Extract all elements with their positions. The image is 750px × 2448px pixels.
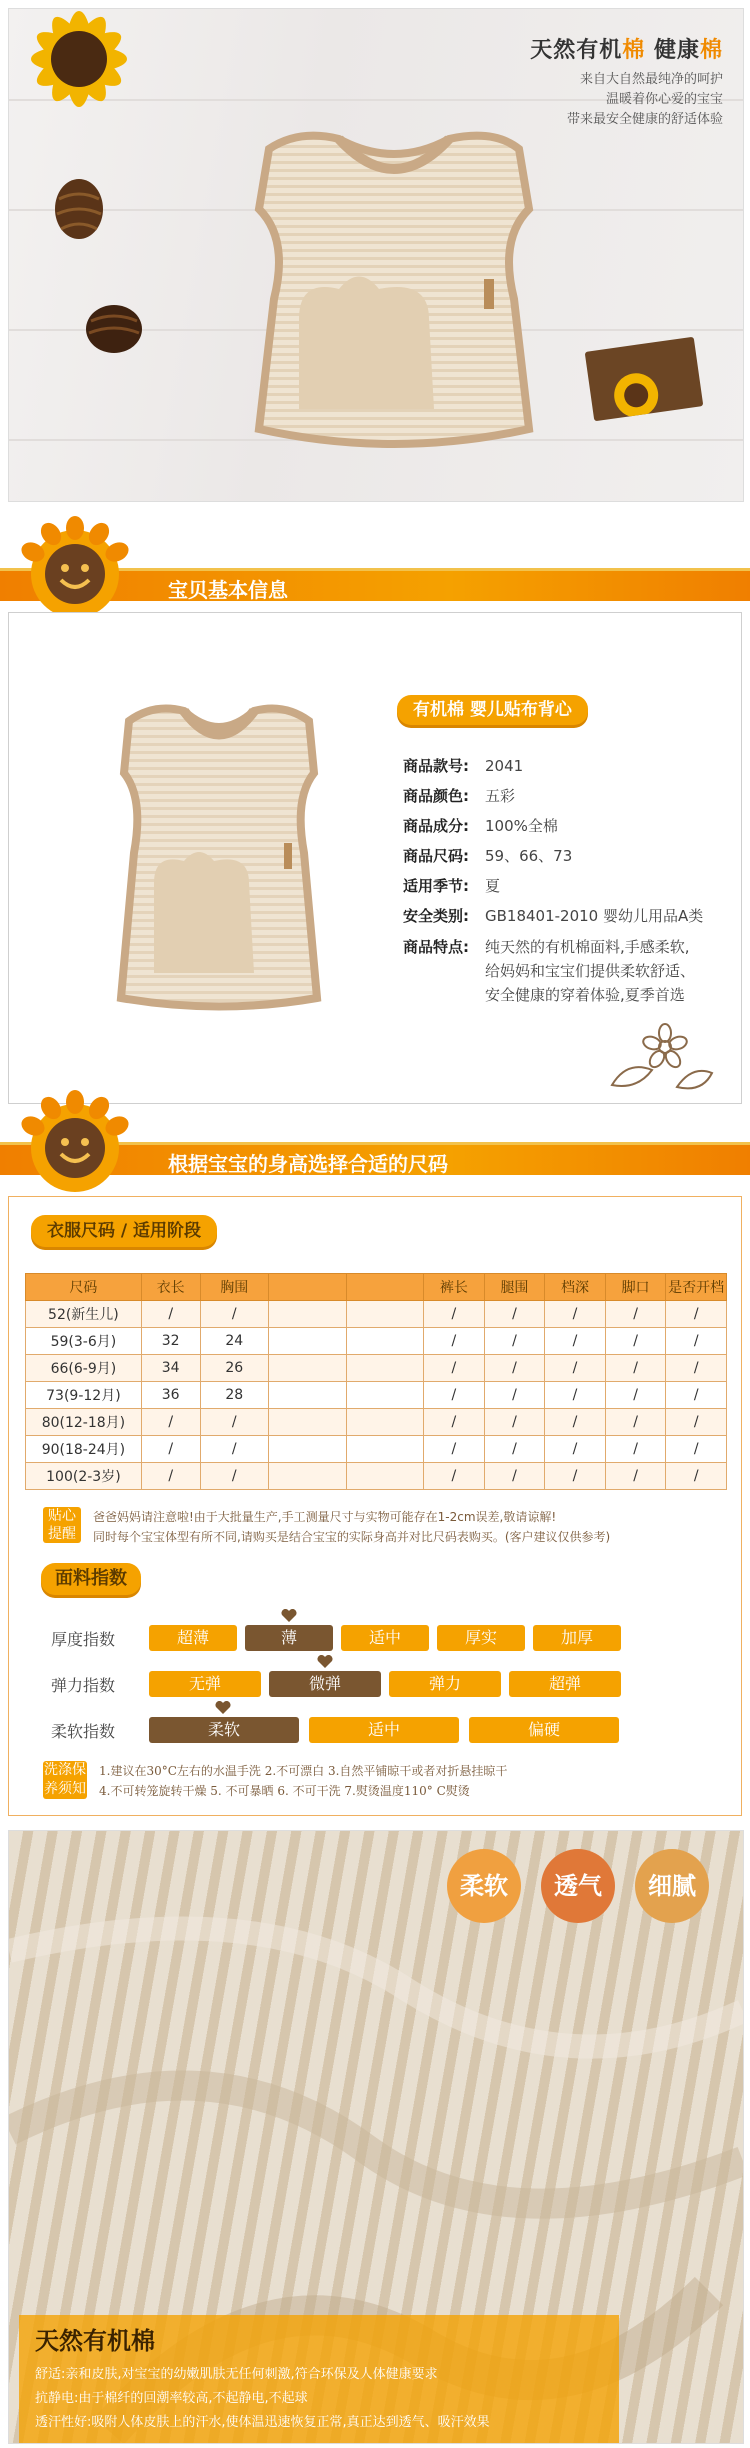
info-row-style: 商品款号: 2041 xyxy=(403,757,524,775)
info-row-material: 商品成分: 100%全棉 xyxy=(403,817,558,835)
hero-tagline xyxy=(530,33,723,130)
product-name-pill: 有机棉 婴儿贴布背心 xyxy=(397,695,588,725)
table-row: 100(2-3岁) / / / / / / / xyxy=(26,1463,727,1490)
feature-circle-fine: 细腻 xyxy=(635,1849,709,1923)
flower-leaf-decoration xyxy=(607,1015,717,1095)
info-row-feature: 商品特点: 纯天然的有机棉面料,手感柔软, 给妈妈和宝宝们提供柔软舒适、 安全健康的穿着体验,夏季首选 xyxy=(403,938,696,1004)
table-row: 66(6-9月) 34 26 / / / / / xyxy=(26,1355,727,1382)
section-header-size xyxy=(0,1130,750,1174)
thickness-option-thin: 薄 xyxy=(245,1625,333,1651)
hero-line-3: 带来最安全健康的舒适体验 xyxy=(566,112,723,127)
pinecone-decoration xyxy=(49,174,109,244)
table-row: 90(18-24月) / / / / / / / xyxy=(26,1436,727,1463)
table-row: 73(9-12月) 36 28 / / / / / xyxy=(26,1382,727,1409)
elasticity-option-slight: 微弹 xyxy=(269,1671,381,1697)
heart-marker-icon xyxy=(215,1701,231,1715)
hero-banner xyxy=(8,8,744,502)
thickness-option-medium: 适中 xyxy=(341,1625,429,1651)
info-row-size: 商品尺码: 59、66、73 xyxy=(403,847,573,865)
wash-badge: 洗涤保养须知 xyxy=(44,1762,86,1797)
section-title: 宝贝基本信息 xyxy=(168,578,288,602)
size-fabric-box xyxy=(8,1196,742,1816)
elasticity-option-none: 无弹 xyxy=(149,1671,261,1697)
fabric-label-pill: 面料指数 xyxy=(41,1563,141,1595)
thickness-option-ultrathin: 超薄 xyxy=(149,1625,237,1651)
hero-headline: 天然有机棉 健康棉 xyxy=(530,38,723,63)
thickness-option-extra-thick: 加厚 xyxy=(533,1625,621,1651)
thickness-label: 厚度指数 xyxy=(51,1630,116,1649)
tip-badge: 贴心提醒 xyxy=(43,1507,81,1543)
tip-text: 爸爸妈妈请注意啦!由于大批量生产,手工测量尺寸与实物可能存在1-2cm误差,敬请谅解! 同时每个宝宝体型有所不同,请购买是结合宝宝的实际身高并对比尺码表购买。(客户建议仅供参考) xyxy=(93,1510,611,1544)
softness-option-hard: 偏硬 xyxy=(469,1717,619,1743)
sunflower-decoration xyxy=(8,8,159,129)
product-info-box xyxy=(8,612,742,1104)
section-title: 根据宝宝的身高选择合适的尺码 xyxy=(168,1152,448,1176)
info-row-color: 商品颜色: 五彩 xyxy=(403,787,516,805)
sun-logo-icon xyxy=(20,512,130,622)
heart-marker-icon xyxy=(317,1655,333,1669)
sun-logo-icon xyxy=(20,1086,130,1196)
table-row: 52(新生儿) / / / / / / / xyxy=(26,1301,727,1328)
feature-circle-soft: 柔软 xyxy=(447,1849,521,1923)
softness-option-soft: 柔软 xyxy=(149,1717,299,1743)
heart-marker-icon xyxy=(281,1609,297,1623)
wash-text: 1.建议在30°C左右的水温手洗 2.不可漂白 3.自然平铺晾干或者对折悬挂晾干 4.不可转笼旋转干燥 5. 不可暴晒 6. 不可干洗 7.熨烫温度110° C熨烫 xyxy=(99,1764,508,1798)
brand-tag-card xyxy=(585,337,704,422)
hero-line-1: 来自大自然最纯净的呵护 xyxy=(579,72,723,87)
table-row: 59(3-6月) 32 24 / / / / / xyxy=(26,1328,727,1355)
elasticity-label: 弹力指数 xyxy=(51,1676,116,1695)
section-header-basic-info xyxy=(0,556,750,600)
fabric-photo xyxy=(8,1830,744,2444)
softness-label: 柔软指数 xyxy=(51,1722,116,1741)
size-label-pill: 衣服尺码 / 适用阶段 xyxy=(31,1215,217,1247)
feature-description: 舒适:亲和皮肤,对宝宝的幼嫩肌肤无任何刺激,符合环保及人体健康要求 抗静电:由于棉纤的回潮率较高,不起静电,不起球 透汗性好:吸附人体皮肤上的汗水,使体温迅速恢复正常,真正达到透气、吸汗效果 xyxy=(35,2367,490,2430)
table-row: 80(12-18月) / / / / / / / xyxy=(26,1409,727,1436)
thickness-option-thick: 厚实 xyxy=(437,1625,525,1651)
elasticity-option-super: 超弹 xyxy=(509,1671,621,1697)
hero-line-2: 温暖着你心爱的宝宝 xyxy=(605,92,723,107)
baby-vest-thumbnail xyxy=(99,703,339,1013)
size-table xyxy=(25,1273,727,1490)
softness-option-medium: 适中 xyxy=(309,1717,459,1743)
feature-circle-breathable: 透气 xyxy=(541,1849,615,1923)
elasticity-option-elastic: 弹力 xyxy=(389,1671,501,1697)
info-row-season: 适用季节: 夏 xyxy=(403,877,501,895)
feature-title: 天然有机棉 xyxy=(35,2327,155,2355)
pinecone-decoration-2 xyxy=(79,299,149,359)
info-row-safety: 安全类别: GB18401-2010 婴幼儿用品A类 xyxy=(403,907,704,925)
size-table-header: 尺码 衣长 胸围 裤长 腿围 档深 脚口 是否开档 xyxy=(26,1274,727,1301)
feature-text-panel xyxy=(19,2315,619,2443)
baby-vest-image xyxy=(229,129,559,469)
